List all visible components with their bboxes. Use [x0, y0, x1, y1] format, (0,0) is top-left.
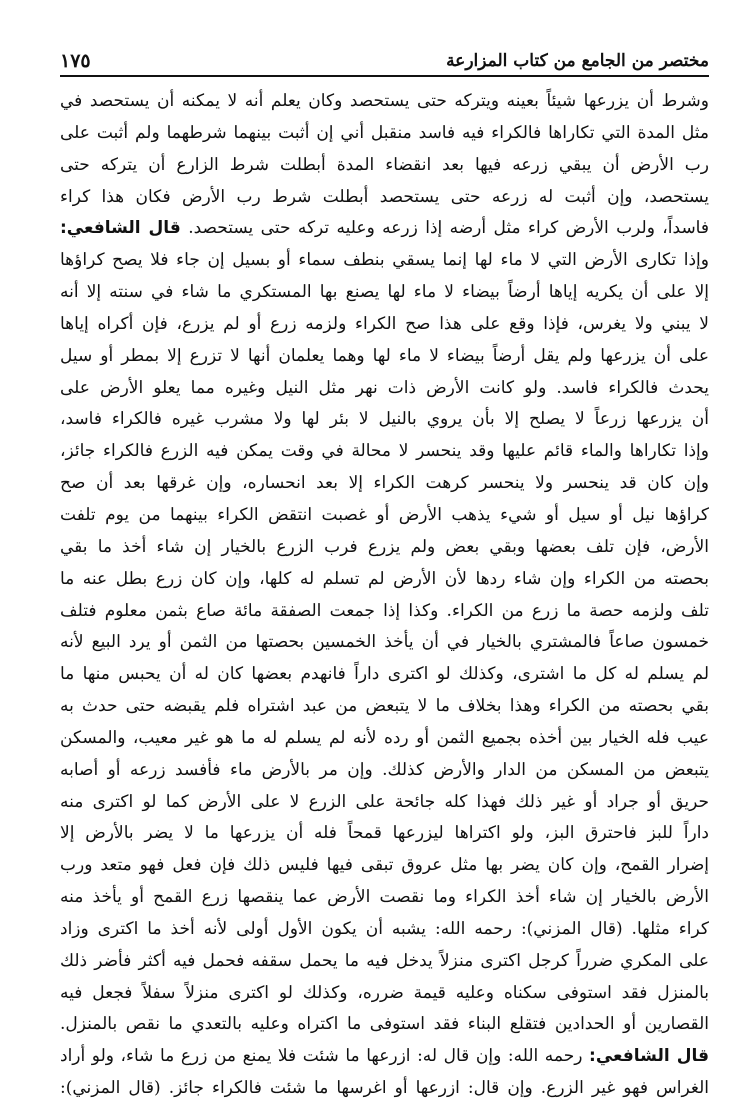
text-line: أن يزرعها زرعاً لا يصلح إلا بأن يروي بالنيل لا بئر لها ولا مشرب غيره فالكراء فاسد،: [60, 409, 709, 430]
header-rule: [60, 75, 709, 77]
text-line: لم يسلم له كل ما اشترى، وكذلك لو اكترى داراً فانهدم بعضها كان له أن يحبس منها ما: [60, 664, 709, 685]
text-line: كراء مثلها. (قال المزني): رحمه الله: يشبه أن يكون الأول أولى لأنه أخذ ما اكترى وزاد: [60, 918, 709, 939]
text-line: الغراس فهو غير الزرع. وإن قال: ازرعها أو اغرسها ما شئت فالكراء جائز. (قال المزني):: [60, 1078, 709, 1099]
text-line: بحصته من الكراء وإن شاء ردها لأن الأرض لم تسلم له كلها، وإن كان زرع بطل عنه ما: [60, 568, 709, 589]
page-number: ١٧٥: [60, 50, 91, 72]
text-line: كراؤها نيل أو سيل أو شيء يذهب الأرض أو غصبت انتقض الكراء بينهما من يوم تلفت: [60, 504, 709, 525]
text-line: داراً للبز فاحترق البز، ولو اكتراها ليزرعها قمحاً فله أن يزرعها ما لا يضر بالأرض إلا: [60, 823, 709, 844]
text-line: إضرار القمح، وإن كان يضر بها مثل عروق تبقى فيها فليس ذلك فإن فعل فهو متعد ورب: [60, 855, 709, 876]
speaker-label: قال الشافعي:: [60, 218, 181, 239]
line-text: رحمه الله: وإن قال له: ازرعها ما شئت فلا يمنع من زرع ما شاء، ولو أراد: [60, 1046, 583, 1067]
text-line: وإن كان قد ينحسر ولا ينحسر كرهت الكراء إلا بعد انحساره، وإن غرقها بعد أن صح: [60, 473, 709, 494]
text-line: إلا على أن يكريه إياها أرضاً بيضاء لا ماء لها يصنع بها المستكري ما شاء في سنته إلا أنه: [60, 282, 709, 303]
text-line: على أن يزرعها ولم يقل أرضاً بيضاء لا ماء لها وهما يعلمان أنها لا تزرع إلا بمطر أو سيل: [60, 345, 709, 366]
text-line: بقي بحصته من الكراء وهذا بخلاف ما لا يتبعض من عبد اشتراه فلم يقبضه حتى حدث به: [60, 696, 709, 717]
text-line: رب الأرض أن يبقي زرعه فيها بعد انقضاء المدة أبطلت شرط الزارع أن يتركه حتى: [60, 154, 709, 175]
text-line: يحدث فالكراء فاسد. ولو كانت الأرض ذات نهر مثل النيل وغيره مما يعلو الأرض على: [60, 377, 709, 398]
page-header: [60, 34, 709, 74]
text-line: [60, 1041, 709, 1073]
text-line: مثل المدة التي تكاراها فالكراء فيه فاسد منقبل أني إن أثبت بينهما شرطهما ولم أثبت على: [60, 122, 709, 143]
text-line: القصارين أو الحدادين فتقلع البناء فقد استوفى ما اكتراه وعليه بالتعدي ما نقص بالمنزل.: [60, 1014, 709, 1035]
text-line: الأرض بالخيار إن شاء أخذ الكراء وما نقصت الأرض عما ينقصها زرع القمح أو يأخذ منه: [60, 887, 709, 908]
speaker-label: قال الشافعي:: [589, 1046, 709, 1067]
text-line: وإذا تكاراها والماء قائم عليها وقد ينحسر لا محالة في وقت يمكن فيه الزرع فالكراء جائز،: [60, 441, 709, 462]
text-line: عيب فله الخيار بين أخذه بجميع الثمن أو رده لأنه لم يسلم له ما هو غير معيب، والمسكن: [60, 727, 709, 748]
body-text: [60, 86, 709, 1105]
text-line: خمسون صاعاً فالمشتري بالخيار في أن يأخذ الخمسين بحصتها من الثمن أو يرد البيع لأنه: [60, 632, 709, 653]
text-line: يستحصد، وإن أثبت له زرعه حتى يستحصد أبطلت شرط رب الأرض فكان هذا كراء: [60, 186, 709, 207]
text-line: [60, 213, 709, 245]
text-line: تلف ولزمه حصة ما زرع من الكراء. وكذا إذا جمعت الصفقة مائة صاع بثمن معلوم فتلف: [60, 600, 709, 621]
line-text: فاسداً، ولرب الأرض كراء مثل أرضه إذا زرعه وعليه تركه حتى يستحصد.: [188, 218, 709, 239]
text-line: حريق أو جراد أو غير ذلك فهذا كله جائحة على الزرع لا على الأرض كما لو اكترى منه: [60, 791, 709, 812]
text-line: على المكري ضرراً كرجل اكترى منزلاً يدخل فيه ما يحمل سقفه فحمل فيه أكثر فأضر ذلك: [60, 950, 709, 971]
running-title: مختصر من الجامع من كتاب المزارعة: [446, 51, 709, 71]
text-line: الأرض، فإن تلف بعضها وبقي بعض ولم يزرع فرب الزرع بالخيار إن شاء أخذ ما بقي: [60, 536, 709, 557]
text-line: يتبعض من المسكن من الدار والأرض كذلك. وإن مر بالأرض ماء فأفسد زرعه أو أصابه: [60, 759, 709, 780]
text-line: لا يبني ولا يغرس، فإذا وقع على هذا صح الكراء ولزمه زرع أو لم يزرع، فإن أكراه إياها: [60, 313, 709, 334]
text-line: وشرط أن يزرعها شيئاً بعينه ويتركه حتى يستحصد وكان يعلم أنه لا يمكنه أن يستحصد في: [60, 91, 709, 111]
text-line: بالمنزل فقد استوفى سكناه وعليه قيمة ضرره، وكذلك لو اكترى منزلاً سفلاً فجعل فيه: [60, 982, 709, 1003]
text-line: وإذا تكارى الأرض التي لا ماء لها إنما يسقي بنطف سماء أو بسيل إن جاء فلا يصح كراؤها: [60, 250, 709, 271]
